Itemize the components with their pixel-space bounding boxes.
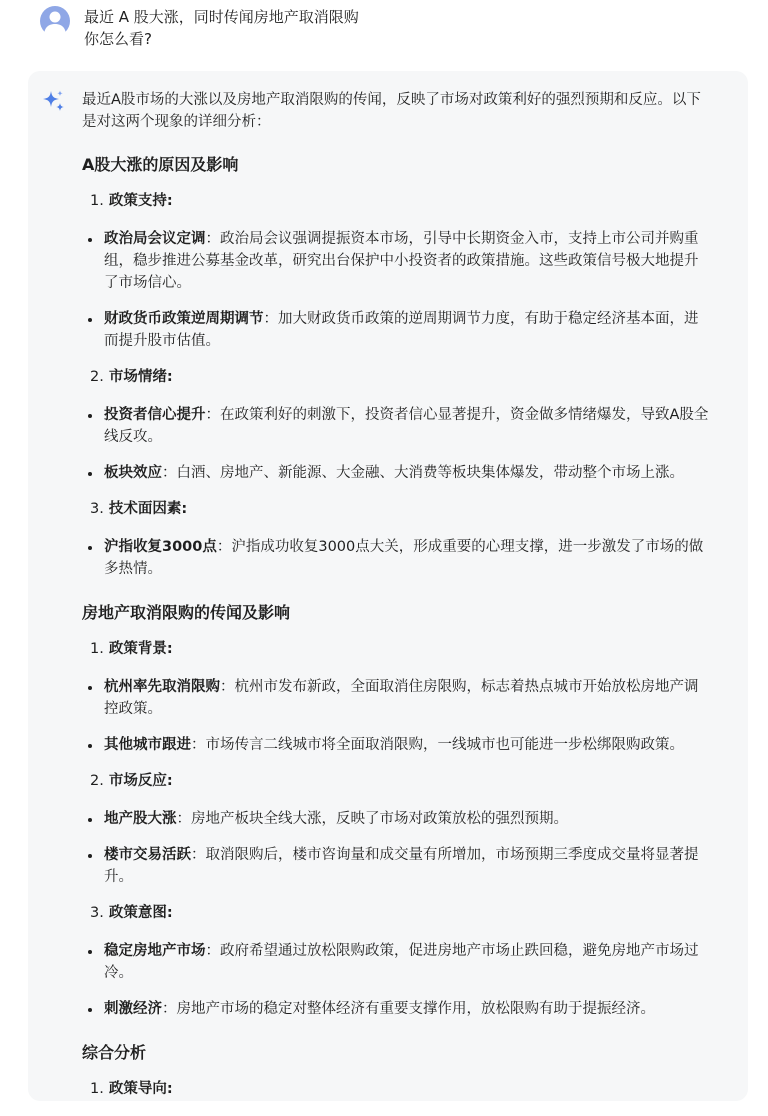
user-message-text [84, 6, 359, 50]
bullet-text: 政治局会议强调提振资本市场，引导中长期资金入市，支持上市公司并购重组，稳步推进公募基金改革，研究出台保护中小投资者的政策措施。这些政策信号极大地提升了市场信心。 [104, 231, 699, 291]
item-label: 技术面因素 [108, 501, 182, 517]
item-number: 2. [90, 369, 104, 385]
bullet-separator: ： [191, 737, 206, 753]
bullet-term: 刺激经济 [104, 1001, 162, 1017]
bullet-separator: ： [162, 1001, 177, 1017]
bullet-text: 取消限购后，楼市咨询量和成交量有所增加，市场预期三季度成交量将显著提升。 [104, 847, 699, 885]
bullet-separator: ： [205, 943, 220, 959]
item-label: 政策意图 [108, 905, 167, 921]
section-title: 综合分析 [82, 1043, 147, 1062]
user-message-line1: 最近 A 股大涨，同时传闻房地产取消限购 [84, 8, 359, 26]
numbered-item: 2. 市场反应: [90, 773, 173, 789]
user-message-line2: 你怎么看? [84, 30, 152, 48]
bullet-separator: ： [162, 465, 177, 481]
bullet-term: 投资者信心提升 [104, 407, 206, 423]
numbered-item: 2. 市场情绪: [90, 369, 173, 385]
bullet-term: 楼市交易活跃 [104, 847, 191, 863]
bullet-term: 板块效应 [104, 465, 162, 481]
bullet-text: 沪指成功收复3000点大关，形成重要的心理支撑，进一步激发了市场的做多热情。 [104, 539, 704, 577]
bullet-text: 加大财政货币政策的逆周期调节力度，有助于稳定经济基本面，进而提升股市估值。 [104, 311, 699, 349]
bullet-text: 政府希望通过放松限购政策，促进房地产市场止跌回稳，避免房地产市场过冷。 [104, 943, 699, 981]
bullet-item [82, 462, 712, 484]
bullet-item [82, 844, 712, 888]
bullet-text: 房地产板块全线大涨，反映了市场对政策放松的强烈预期。 [191, 811, 568, 827]
bullet-term: 其他城市跟进 [104, 737, 191, 753]
bullet-text: 杭州市发布新政，全面取消住房限购，标志着热点城市开始放松房地产调控政策。 [104, 679, 699, 717]
item-label: 市场反应 [108, 773, 167, 789]
response-card [28, 71, 748, 1101]
item-number: 1. [90, 641, 104, 657]
user-message [40, 6, 740, 50]
item-label: 政策背景 [108, 641, 167, 657]
bullet-text: 白酒、房地产、新能源、大金融、大消费等板块集体爆发，带动整个市场上涨。 [176, 465, 684, 481]
bullet-item [82, 940, 712, 984]
bullet-item [82, 536, 712, 580]
section-title: A股大涨的原因及影响 [82, 155, 239, 174]
item-label: 政策导向 [108, 1081, 167, 1097]
bullet-separator: ： [205, 407, 220, 423]
bullet-term: 政治局会议定调 [104, 231, 206, 247]
bullet-item [82, 228, 712, 294]
bullet-item [82, 676, 712, 720]
bullet-separator: ： [205, 231, 220, 247]
bullet-text: 在政策利好的刺激下，投资者信心显著提升，资金做多情绪爆发，导致A股全线反攻。 [104, 407, 709, 445]
item-number: 3. [90, 905, 104, 921]
item-number: 1. [90, 1081, 104, 1097]
bullet-item [82, 808, 712, 830]
section-spacer [82, 594, 712, 602]
bullet-text: 房地产市场的稳定对整体经济有重要支撑作用，放松限购有助于提振经济。 [176, 1001, 655, 1017]
bullet-item [82, 998, 712, 1020]
item-number: 3. [90, 501, 104, 517]
bullet-item [82, 308, 712, 352]
bullet-item [82, 404, 712, 448]
item-label: 政策支持 [108, 193, 167, 209]
bullet-separator: ： [176, 811, 191, 827]
item-number: 1. [90, 193, 104, 209]
numbered-item: 1. 政策背景: [90, 641, 173, 657]
section-title: 房地产取消限购的传闻及影响 [82, 603, 291, 622]
numbered-item: 3. 技术面因素: [90, 501, 188, 517]
bullet-term: 沪指收复3000点 [104, 539, 217, 555]
bullet-term: 稳定房地产市场 [104, 943, 206, 959]
item-label: 市场情绪 [108, 369, 167, 385]
bullet-text: 市场传言二线城市将全面取消限购，一线城市也可能进一步松绑限购政策。 [205, 737, 684, 753]
section-spacer [82, 1034, 712, 1042]
bullet-separator: ： [216, 539, 232, 555]
item-number: 2. [90, 773, 104, 789]
numbered-item: 1. 政策支持: [90, 193, 173, 209]
bullet-separator: ： [191, 847, 206, 863]
bullet-separator: ： [263, 311, 278, 327]
bullet-term: 杭州率先取消限购 [104, 679, 220, 695]
bullet-term: 财政货币政策逆周期调节 [104, 311, 264, 327]
response-content [82, 89, 712, 1116]
numbered-item: 1. 政策导向: [90, 1081, 173, 1097]
numbered-item: 3. 政策意图: [90, 905, 173, 921]
sparkle-icon [40, 88, 66, 118]
bullet-term: 地产股大涨 [104, 811, 177, 827]
bullet-item [82, 734, 712, 756]
response-intro: 最近A股市场的大涨以及房地产取消限购的传闻，反映了市场对政策利好的强烈预期和反应。以下是对这两个现象的详细分析： [82, 92, 701, 130]
user-avatar-icon [40, 6, 70, 36]
bullet-separator: ： [220, 679, 235, 695]
